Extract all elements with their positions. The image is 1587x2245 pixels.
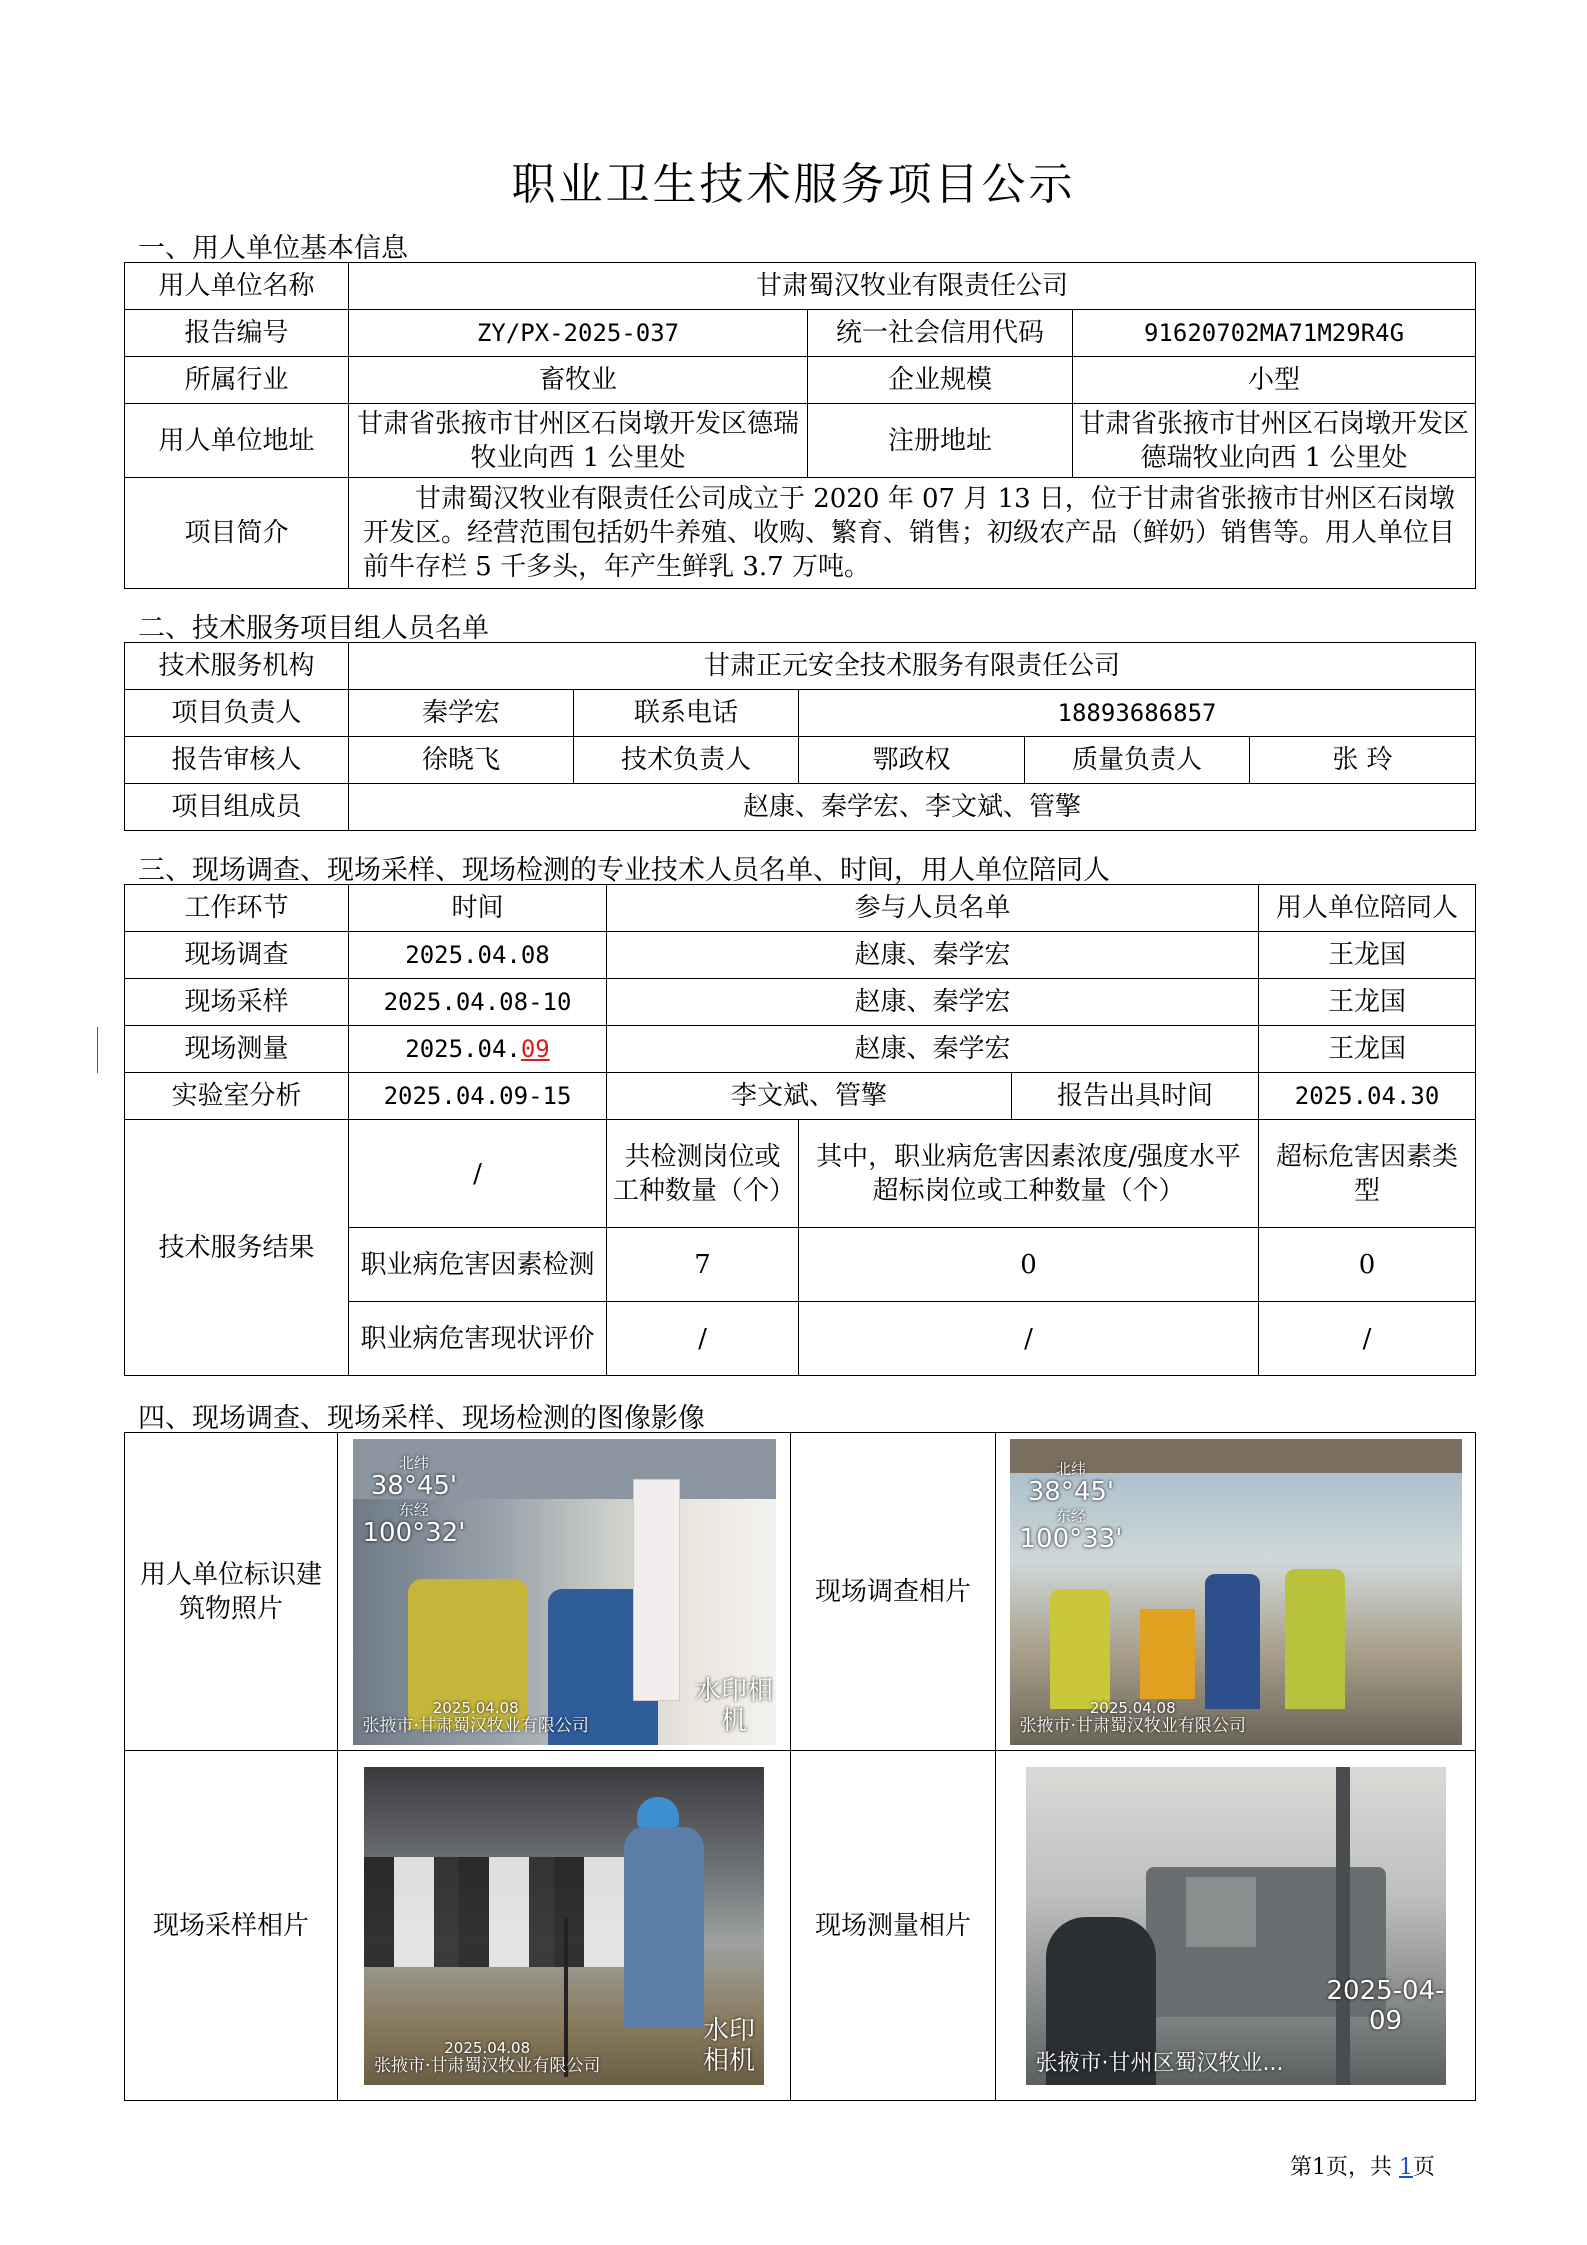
bin: [1140, 1609, 1195, 1699]
report-no-label: 报告编号: [125, 310, 349, 357]
section1-heading: 一、用人单位基本信息: [138, 233, 408, 264]
summary: 甘肃蜀汉牧业有限责任公司成立于 2020 年 07 月 13 日，位于甘肃省张掖市甘州区石岗墩开发区。经营范围包括奶牛养殖、收购、繁育、销售；初级农产品（鲜奶）销售等。用人单位目前牛存栏 5 千多头，年产生鲜乳 3.7 万吨。: [349, 478, 1476, 589]
photo4-label: 现场测量相片: [791, 1751, 996, 2101]
employer-info-table: [124, 262, 1476, 589]
col-total: 共检测岗位或工种数量（个）: [607, 1120, 799, 1228]
section2-heading: 二、技术服务项目组人员名单: [138, 613, 489, 644]
person-vest: [1050, 1589, 1110, 1709]
industry-label: 所属行业: [125, 357, 349, 404]
summary-label: 项目简介: [125, 478, 349, 589]
row1-type: 0: [1259, 1228, 1476, 1302]
phone-label: 联系电话: [574, 690, 799, 737]
section4-heading: 四、现场调查、现场采样、现场检测的图像影像: [138, 1403, 705, 1434]
app-watermark: 水印相机: [702, 2015, 755, 2076]
geo-watermark: 北纬 38°45' 东经 100°32': [362, 1453, 466, 1548]
time: 2025.04.08-10: [349, 979, 607, 1026]
org-label: 技术服务机构: [125, 643, 349, 690]
tech-lead: 鄂政权: [799, 737, 1025, 784]
date-watermark: 2025.04.08 张掖市·甘肃蜀汉牧业有限公司: [374, 2038, 601, 2076]
stage: 现场调查: [125, 932, 349, 979]
col-stage: 工作环节: [125, 885, 349, 932]
photo-table: [124, 1432, 1476, 2101]
reviewer-label: 报告审核人: [125, 737, 349, 784]
time: 2025.04.08: [349, 932, 607, 979]
date-watermark: 2025.04.08 张掖市·甘肃蜀汉牧业有限公司: [362, 1698, 589, 1736]
report-no: ZY/PX-2025-037: [349, 310, 808, 357]
control-panel: [1186, 1877, 1256, 1947]
row1-exceed: 0: [799, 1228, 1259, 1302]
people: 李文斌、管擎: [607, 1073, 1012, 1120]
escort: 王龙国: [1259, 1026, 1476, 1073]
measuring-photo: [1026, 1767, 1446, 2085]
row2-total: /: [607, 1302, 799, 1376]
scale-label: 企业规模: [808, 357, 1073, 404]
row2-exceed: /: [799, 1302, 1259, 1376]
sign-board: [633, 1479, 680, 1701]
photo1-label: 用人单位标识建筑物照片: [125, 1433, 338, 1751]
fieldwork-table: [124, 884, 1476, 1376]
escort: 王龙国: [1259, 932, 1476, 979]
col-time: 时间: [349, 885, 607, 932]
stage: 现场测量: [125, 1026, 349, 1073]
sampling-photo: [364, 1767, 764, 2085]
leader: 秦学宏: [349, 690, 574, 737]
employer-name: 甘肃蜀汉牧业有限责任公司: [349, 263, 1476, 310]
members: 赵康、秦学宏、李文斌、管擎: [349, 784, 1476, 831]
escort: 王龙国: [1259, 979, 1476, 1026]
report-time: 2025.04.30: [1259, 1073, 1476, 1120]
table-row: [125, 932, 1476, 979]
app-watermark: 水印相机: [694, 1675, 773, 1736]
time: [349, 1026, 607, 1073]
geo-watermark: 北纬 38°45' 东经 100°33': [1019, 1459, 1123, 1554]
tech-lead-label: 技术负责人: [574, 737, 799, 784]
place-watermark: 张掖市·甘州区蜀汉牧业...: [1035, 2051, 1284, 2077]
row1-total: 7: [607, 1228, 799, 1302]
building-photo: [353, 1439, 776, 1745]
person-blue: [1205, 1574, 1260, 1709]
reviewer: 徐晓飞: [349, 737, 574, 784]
photo2-label: 现场调查相片: [791, 1433, 996, 1751]
col-type: 超标危害因素类型: [1259, 1120, 1476, 1228]
table-row: [125, 979, 1476, 1026]
industry: 畜牧业: [349, 357, 808, 404]
credit-code-label: 统一社会信用代码: [808, 310, 1073, 357]
page-number-link[interactable]: 1: [1399, 2155, 1413, 2180]
page-title: 职业卫生技术服务项目公示: [511, 159, 1076, 210]
report-time-label: 报告出具时间: [1012, 1073, 1259, 1120]
credit-code: 91620702MA71M29R4G: [1073, 310, 1476, 357]
time: 2025.04.09-15: [349, 1073, 607, 1120]
row2-label: 职业病危害现状评价: [349, 1302, 607, 1376]
reg-address-label: 注册地址: [808, 404, 1073, 478]
page-footer: 第1页，共 1页: [1290, 2155, 1436, 2180]
employer-name-label: 用人单位名称: [125, 263, 349, 310]
person-vest-2: [1285, 1569, 1345, 1709]
col-exceed: 其中，职业病危害因素浓度/强度水平超标岗位或工种数量（个）: [799, 1120, 1259, 1228]
stage: 实验室分析: [125, 1073, 349, 1120]
table-row: [125, 1026, 1476, 1073]
survey-photo: [1010, 1439, 1462, 1745]
people: 赵康、秦学宏: [607, 1026, 1259, 1073]
quality-lead-label: 质量负责人: [1025, 737, 1250, 784]
phone: 18893686857: [799, 690, 1476, 737]
date-watermark: 2025-04-09: [1326, 1975, 1445, 2036]
time-prefix: 2025.04.: [405, 1035, 521, 1063]
org: 甘肃正元安全技术服务有限责任公司: [349, 643, 1476, 690]
scale: 小型: [1073, 357, 1476, 404]
address-label: 用人单位地址: [125, 404, 349, 478]
col-escort: 用人单位陪同人: [1259, 885, 1476, 932]
members-label: 项目组成员: [125, 784, 349, 831]
time-highlight: 09: [520, 1035, 550, 1063]
row2-type: /: [1259, 1302, 1476, 1376]
pipe: [1336, 1767, 1350, 2085]
cattle-row: [364, 1857, 664, 1967]
quality-lead: 张 玲: [1250, 737, 1476, 784]
helmet: [637, 1797, 679, 1827]
date-watermark: 2025.04.08 张掖市·甘肃蜀汉牧业有限公司: [1019, 1698, 1246, 1736]
row1-label: 职业病危害因素检测: [349, 1228, 607, 1302]
result-corner: /: [349, 1120, 607, 1228]
team-table: [124, 642, 1476, 831]
result-label: 技术服务结果: [125, 1120, 349, 1376]
people: 赵康、秦学宏: [607, 979, 1259, 1026]
address: 甘肃省张掖市甘州区石岗墩开发区德瑞牧业向西 1 公里处: [349, 404, 808, 478]
leader-label: 项目负责人: [125, 690, 349, 737]
reg-address: 甘肃省张掖市甘州区石岗墩开发区德瑞牧业向西 1 公里处: [1073, 404, 1476, 478]
people: 赵康、秦学宏: [607, 932, 1259, 979]
photo3-label: 现场采样相片: [125, 1751, 338, 2101]
col-people: 参与人员名单: [607, 885, 1259, 932]
stage: 现场采样: [125, 979, 349, 1026]
table-row: [125, 1073, 1476, 1120]
margin-mark: [97, 1027, 98, 1073]
section3-heading: 三、现场调查、现场采样、现场检测的专业技术人员名单、时间，用人单位陪同人: [138, 855, 1110, 886]
person-worker: [624, 1827, 704, 2027]
